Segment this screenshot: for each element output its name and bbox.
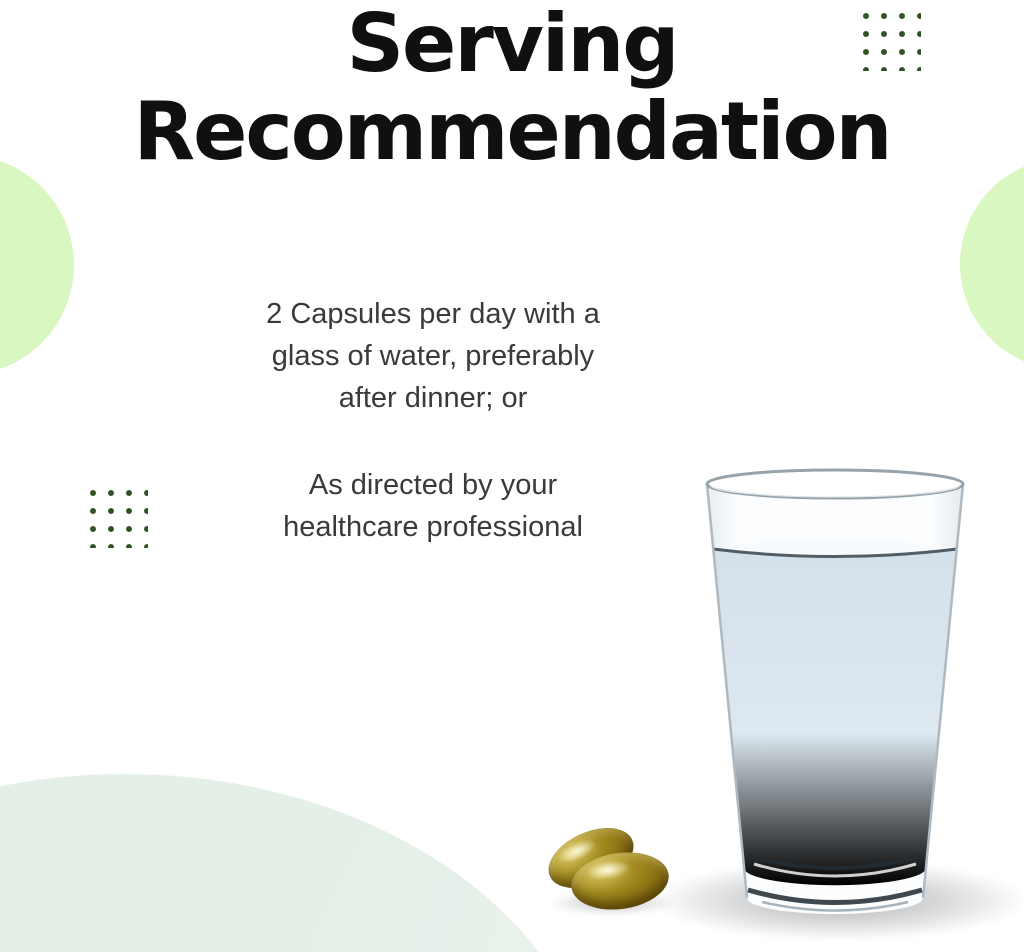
green-circle-right [960, 158, 1024, 370]
page-title [0, 0, 1024, 176]
dosage-line: 2 Capsules per day with a [266, 298, 600, 330]
capsule-shine [584, 857, 631, 882]
dot-grid-left-icon [84, 484, 148, 548]
dosage-line: after dinner; or [338, 382, 528, 414]
water-fill [713, 548, 957, 885]
green-circle-left [0, 155, 74, 375]
alternative-line: As directed by your [308, 469, 558, 501]
dosage-instruction-text [183, 293, 683, 419]
glass-of-water-illustration [702, 460, 966, 920]
page-title-line2: Recommendation [133, 85, 891, 178]
alternative-instruction-text [183, 464, 683, 548]
glass-rim-inner [711, 474, 959, 497]
page-title-line1: Serving [346, 0, 678, 90]
dosage-line: glass of water, preferably [271, 340, 595, 372]
alternative-line: healthcare professional [283, 511, 583, 543]
mint-blob-bottom-left [0, 774, 600, 952]
